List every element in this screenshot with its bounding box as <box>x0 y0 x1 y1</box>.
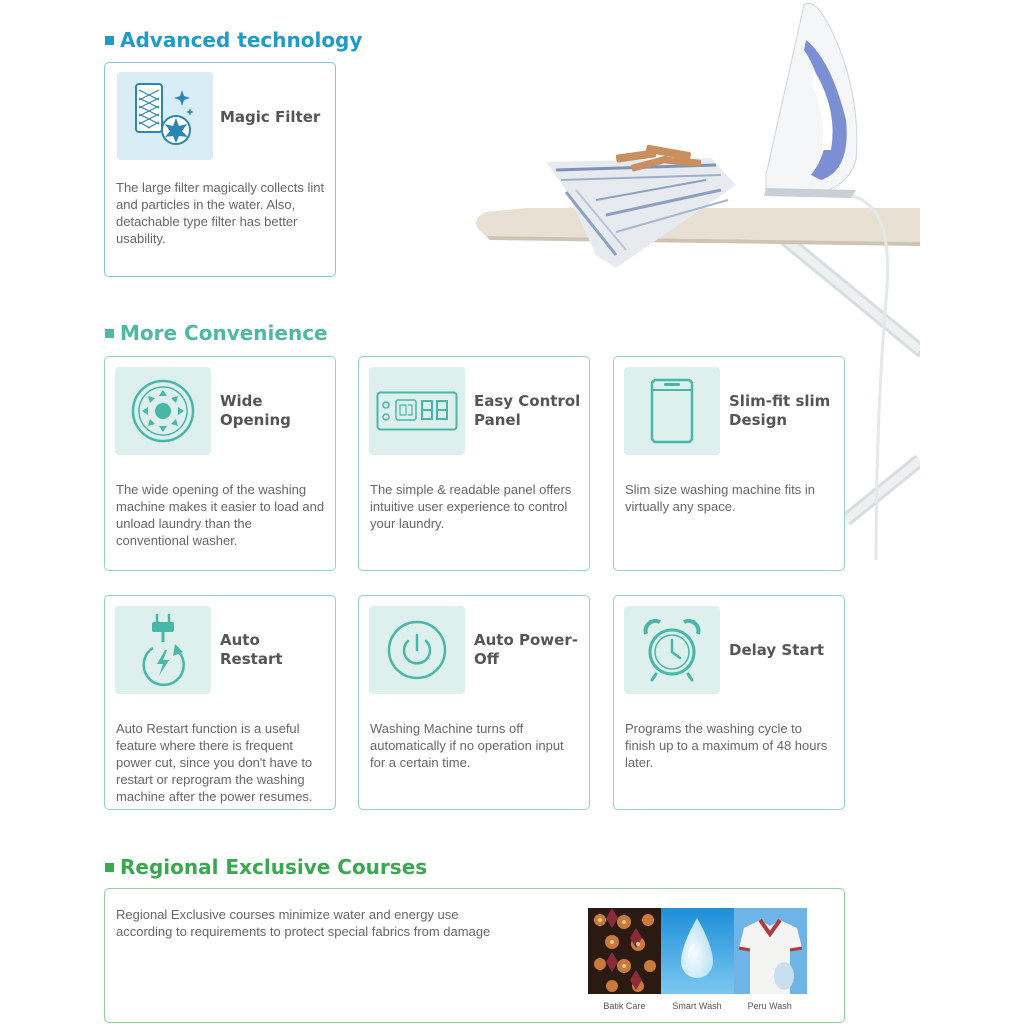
course-label: Batik Care <box>603 1001 646 1011</box>
filter-sparkle-icon <box>117 72 213 160</box>
feature-description: Slim size washing machine fits in virtually any space. <box>625 482 816 514</box>
drum-opening-icon <box>115 367 211 455</box>
feature-description: Auto Restart function is a useful feature where there is frequent power cut, since you don't have to restart or reprogram the washing machine after the power resumes. <box>116 721 313 804</box>
feature-description: The large filter magically collects lint and particles in the water. Also, detachable type filter has better usability. <box>116 180 325 246</box>
feature-title: Delay Start <box>729 640 825 659</box>
course-label: Peru Wash <box>747 1001 792 1011</box>
feature-card-auto-power-off <box>358 595 590 810</box>
feature-title: Slim-fit slim Design <box>729 392 831 429</box>
water-drop-image <box>661 908 734 994</box>
feature-card-auto-restart <box>104 595 336 810</box>
feature-title: Easy Control Panel <box>474 392 581 429</box>
bullet-square <box>105 329 114 338</box>
feature-description: The simple & readable panel offers intuitive user experience to control your laundry. <box>370 482 572 531</box>
feature-description: Washing Machine turns off automatically if no operation input for a certain time. <box>370 721 564 770</box>
section-title-advanced-technology <box>105 28 362 52</box>
feature-card-delay-start <box>613 595 845 810</box>
feature-description: Programs the washing cycle to finish up to a maximum of 48 hours later. <box>625 721 828 770</box>
power-icon <box>369 606 465 694</box>
feature-card-slim-fit-design <box>613 356 845 571</box>
shirt-image <box>734 908 807 994</box>
regional-course-figures <box>588 908 806 1011</box>
feature-description: The wide opening of the washing machine makes it easier to load and unload laundry than the conventional washer. <box>116 482 325 548</box>
feature-title: Wide Opening <box>220 392 291 429</box>
feature-title: Magic Filter <box>220 107 321 126</box>
course-label: Smart Wash <box>672 1001 722 1011</box>
bullet-square <box>105 36 114 45</box>
control-panel-icon <box>369 367 465 455</box>
feature-title: Auto Restart <box>220 631 283 668</box>
feature-card-easy-control-panel <box>358 356 590 571</box>
section-title-text: More Convenience <box>120 321 328 345</box>
section-title-more-convenience <box>105 321 328 345</box>
feature-card-magic-filter <box>104 62 336 277</box>
section-title-text: Advanced technology <box>120 28 363 52</box>
section-title-text: Regional Exclusive Courses <box>120 855 428 879</box>
regional-description: Regional Exclusive courses minimize water and energy use according to requirements to protect special fabrics from damage <box>116 907 491 939</box>
bullet-square <box>105 863 114 872</box>
batik-fabric-image <box>588 908 661 994</box>
slim-washer-icon <box>624 367 720 455</box>
section-title-regional-courses <box>105 855 427 879</box>
feature-title: Auto Power-Off <box>474 631 578 668</box>
alarm-clock-icon <box>624 606 720 694</box>
feature-card-wide-opening <box>104 356 336 571</box>
plug-restart-icon <box>115 606 211 694</box>
